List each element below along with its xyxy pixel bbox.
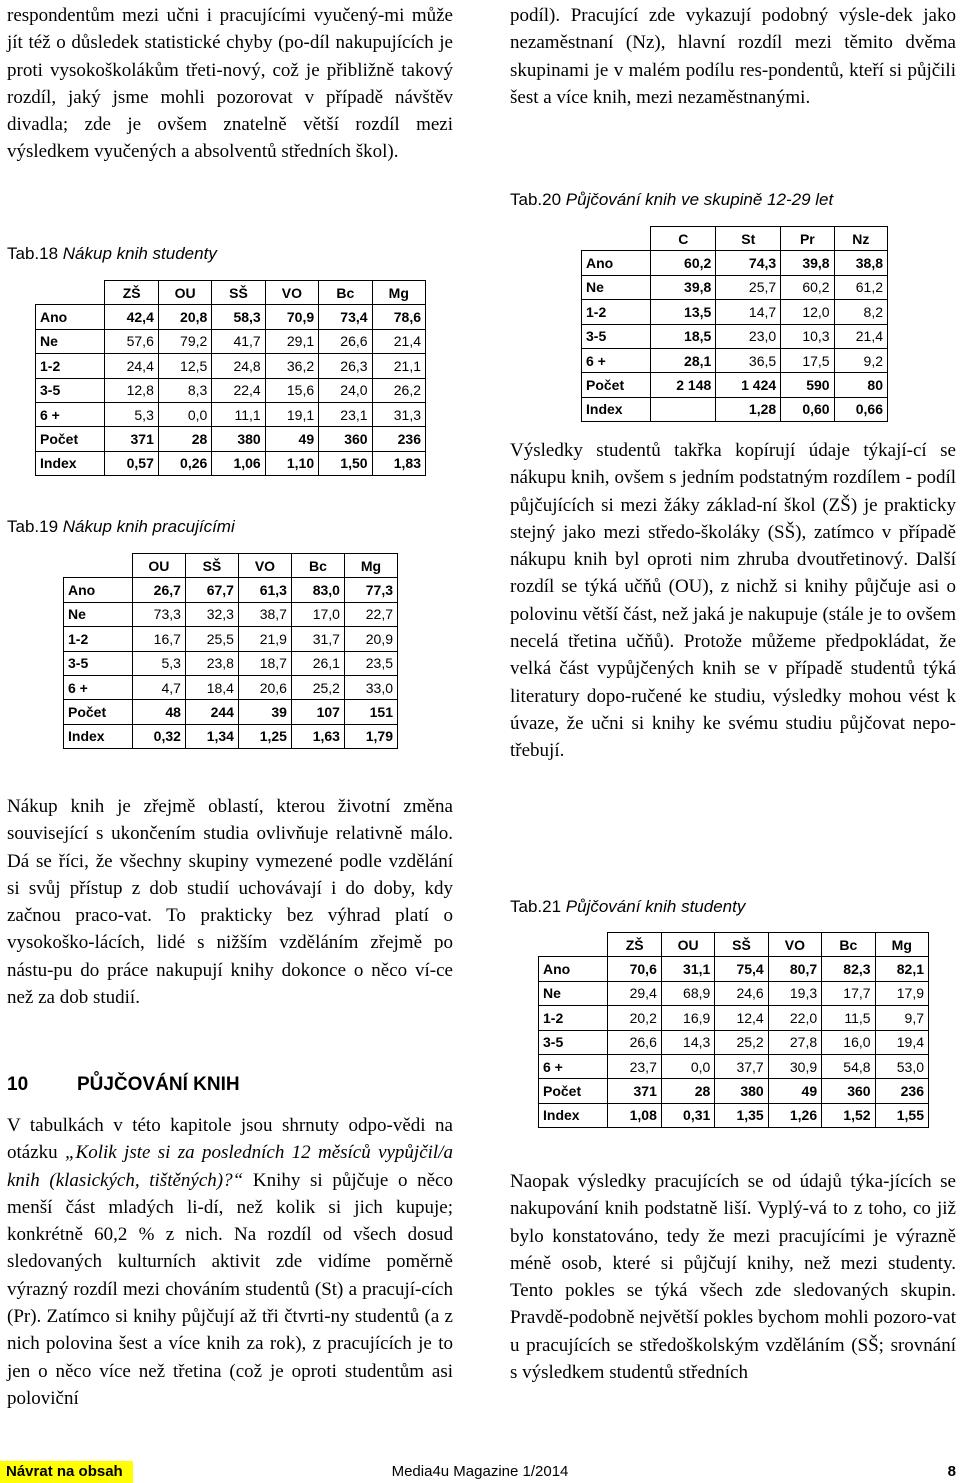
table-row-label: Počet xyxy=(36,427,105,451)
table-row xyxy=(582,275,888,299)
table-19 xyxy=(63,553,398,749)
table-cell: 32,3 xyxy=(185,602,238,626)
table-cell: 60,2 xyxy=(781,275,834,299)
table-19-title: Nákup knih pracujícími xyxy=(62,517,235,536)
table-row-label: 3-5 xyxy=(582,324,651,348)
table-header-row xyxy=(582,227,888,251)
table-cell: 4,7 xyxy=(132,675,185,699)
table-row-label: 3-5 xyxy=(36,378,105,402)
table-cell: 24,8 xyxy=(212,354,265,378)
table-row xyxy=(64,700,398,724)
table-cell: 29,4 xyxy=(608,981,661,1005)
table-cell: 1,83 xyxy=(372,451,425,475)
table-row-label: Počet xyxy=(582,373,651,397)
table-row-label: Ne xyxy=(539,981,608,1005)
table-cell: 23,5 xyxy=(344,651,397,675)
table-cell: 236 xyxy=(372,427,425,451)
table-cell: 25,7 xyxy=(716,275,781,299)
table-cell: 42,4 xyxy=(105,305,158,329)
table-cell: 0,31 xyxy=(661,1103,714,1127)
table-row xyxy=(582,373,888,397)
table-cell: 25,2 xyxy=(291,675,344,699)
table-cell: 77,3 xyxy=(344,578,397,602)
table-column-header: OU xyxy=(132,554,185,578)
table-cell: 39 xyxy=(238,700,291,724)
table-cell: 21,4 xyxy=(372,329,425,353)
table-cell: 26,3 xyxy=(319,354,372,378)
table-18-caption xyxy=(7,244,217,264)
table-cell: 0,0 xyxy=(661,1054,714,1078)
table-column-header: St xyxy=(716,227,781,251)
table-cell xyxy=(651,397,716,421)
table-row xyxy=(36,354,426,378)
table-column-header: Mg xyxy=(875,933,928,957)
table-cell: 21,4 xyxy=(834,324,887,348)
table-cell: 12,0 xyxy=(781,300,834,324)
table-20-title: Půjčování knih ve skupině 12-29 let xyxy=(565,190,834,209)
table-cell: 380 xyxy=(212,427,265,451)
table-cell: 20,9 xyxy=(344,627,397,651)
table-row xyxy=(36,329,426,353)
table-column-header: Bc xyxy=(822,933,875,957)
table-row xyxy=(36,305,426,329)
table-row xyxy=(539,1079,929,1103)
table-cell: 26,7 xyxy=(132,578,185,602)
paragraph-students-borrowing: Výsledky studentů takřka kopírují údaje týkají-cí se nákupu knih, ovšem s jedním podstatným rozdílem - podíl půjčujících si mezi žáky základ-ní škol (ZŠ) je prakticky stejný jako mezi středo-školáky (SŠ), zatímco v případě nákupu knih byl oproti nim zhruba dvoutřetinový. Další rozdíl se týká učňů (OU), z nichž si knihy půjčuje asi o polovinu větší část, než jaká je nakupuje (stále je to ovšem necelá třetina učňů). Protože můžeme předpokládat, že velká část vypůjčených knih se v případě studentů týká literatury dopo-ručené ke studiu, výsledky mohou vést k úvaze, že učni si knihy ke svému studiu půjčovat nepo-třebují. xyxy=(510,440,956,762)
table-cell: 22,0 xyxy=(768,1006,821,1030)
table-cell: 14,7 xyxy=(716,300,781,324)
table-row-label: 6 + xyxy=(539,1054,608,1078)
table-row xyxy=(64,602,398,626)
table-cell: 19,4 xyxy=(875,1030,928,1054)
table-row-label: 6 + xyxy=(64,675,133,699)
table-cell: 79,2 xyxy=(158,329,211,353)
table-cell: 0,66 xyxy=(834,397,887,421)
table-row xyxy=(582,300,888,324)
table-cell: 41,7 xyxy=(212,329,265,353)
table-21 xyxy=(538,932,929,1128)
table-cell: 22,7 xyxy=(344,602,397,626)
table-cell: 58,3 xyxy=(212,305,265,329)
paragraph-borrowing-intro xyxy=(7,1112,453,1412)
table-cell: 380 xyxy=(715,1079,768,1103)
table-row-label: 6 + xyxy=(582,348,651,372)
table-column-header: SŠ xyxy=(212,281,265,305)
table-column-header: Pr xyxy=(781,227,834,251)
table-row-label: Počet xyxy=(539,1079,608,1103)
table-cell: 22,4 xyxy=(212,378,265,402)
table-cell: 9,2 xyxy=(834,348,887,372)
table-cell: 11,5 xyxy=(822,1006,875,1030)
table-row-label: 1-2 xyxy=(539,1006,608,1030)
table-cell: 23,7 xyxy=(608,1054,661,1078)
table-cell: 0,57 xyxy=(105,451,158,475)
table-column-header: OU xyxy=(158,281,211,305)
table-cell: 1,10 xyxy=(265,451,318,475)
table-row-label: Index xyxy=(582,397,651,421)
table-cell: 1,79 xyxy=(344,724,397,748)
table-cell: 1,52 xyxy=(822,1103,875,1127)
table-cell: 68,9 xyxy=(661,981,714,1005)
table-row xyxy=(64,627,398,651)
table-row-label: Ne xyxy=(64,602,133,626)
table-cell: 24,4 xyxy=(105,354,158,378)
table-cell: 16,7 xyxy=(132,627,185,651)
paragraph-intro: respondentům mezi učni i pracujícími vyučený-mi může jít též o důsledek statistické chyby (po-díl nakupujících je proti vysokoškolákům třeti-nový, což je přibližně takový rozdíl, jaký jsme mohli pozorovat v případě návštěv divadla; zde je ovšem znatelně větší rozdíl mezi výsledkem vyučených a absolventů středních škol). xyxy=(7,5,453,163)
table-cell: 0,0 xyxy=(158,402,211,426)
table-row-label: 1-2 xyxy=(36,354,105,378)
table-row xyxy=(582,324,888,348)
table-column-header: ZŠ xyxy=(608,933,661,957)
section-title: PŮJČOVÁNÍ KNIH xyxy=(77,1074,240,1095)
table-cell: 21,9 xyxy=(238,627,291,651)
table-corner-cell xyxy=(582,227,651,251)
table-header-row xyxy=(539,933,929,957)
table-cell: 18,5 xyxy=(651,324,716,348)
table-column-header: ZŠ xyxy=(105,281,158,305)
table-cell: 25,2 xyxy=(715,1030,768,1054)
table-cell: 23,8 xyxy=(185,651,238,675)
table-cell: 73,4 xyxy=(319,305,372,329)
table-cell: 28,1 xyxy=(651,348,716,372)
table-cell: 36,2 xyxy=(265,354,318,378)
table-cell: 24,6 xyxy=(715,981,768,1005)
table-cell: 1,08 xyxy=(608,1103,661,1127)
table-row xyxy=(539,1006,929,1030)
table-cell: 244 xyxy=(185,700,238,724)
table-cell: 1,34 xyxy=(185,724,238,748)
table-21-label: Tab.21 xyxy=(510,897,562,916)
table-corner-cell xyxy=(539,933,608,957)
table-cell: 36,5 xyxy=(716,348,781,372)
paragraph-workers-borrowing: Naopak výsledky pracujících se od údajů týka-jících se nakupování knih podstatně liší. Vyplý-vá to z toho, co již bylo konstatováno, tedy že mezi pracujícími je výrazně méně osob, které si půjčují knihy, než mezi studenty. Tento pokles se týká všech zde sledovaných skupin. Pravdě-podobně největší pokles bychom mohli pozoro-vat u pracujících se středoškolským vzděláním (SŠ; srovnání s výsledkem studentů středních xyxy=(510,1171,956,1384)
table-row xyxy=(64,651,398,675)
table-cell: 1,35 xyxy=(715,1103,768,1127)
table-cell: 61,2 xyxy=(834,275,887,299)
table-18-label: Tab.18 xyxy=(7,244,59,263)
table-cell: 151 xyxy=(344,700,397,724)
table-21-title: Půjčování knih studenty xyxy=(565,897,746,916)
table-cell: 53,0 xyxy=(875,1054,928,1078)
paragraph-purchase-summary: Nákup knih je zřejmě oblastí, kterou životní změna související s ukončením studia ovlivňuje relativně málo. Dá se říci, že všechny skupiny vymezené podle vzdělání si svůj přístup z dob studií uchovávají i do doby, kdy začnou praco-vat. To prakticky bez výhrad platí o vysokoško-lácích, lidé s nižším vzděláním zřejmě po nástu-pu do práce nakupují knihy dokonce o něco ví-ce než za dob studií. xyxy=(7,796,453,1009)
table-cell: 13,5 xyxy=(651,300,716,324)
table-cell: 26,2 xyxy=(372,378,425,402)
table-cell: 17,0 xyxy=(291,602,344,626)
table-row-label: Ne xyxy=(582,275,651,299)
table-row-label: Ne xyxy=(36,329,105,353)
table-cell: 30,9 xyxy=(768,1054,821,1078)
table-cell: 1,55 xyxy=(875,1103,928,1127)
table-cell: 360 xyxy=(319,427,372,451)
table-cell: 1,50 xyxy=(319,451,372,475)
table-19-label: Tab.19 xyxy=(7,517,59,536)
table-cell: 38,8 xyxy=(834,251,887,275)
table-cell: 2 148 xyxy=(651,373,716,397)
table-cell: 1,63 xyxy=(291,724,344,748)
table-cell: 37,7 xyxy=(715,1054,768,1078)
table-cell: 26,1 xyxy=(291,651,344,675)
table-cell: 23,1 xyxy=(319,402,372,426)
table-row xyxy=(36,427,426,451)
table-cell: 54,8 xyxy=(822,1054,875,1078)
table-column-header: SŠ xyxy=(715,933,768,957)
table-row xyxy=(539,981,929,1005)
table-column-header: C xyxy=(651,227,716,251)
table-column-header: SŠ xyxy=(185,554,238,578)
table-row-label: Ano xyxy=(539,957,608,981)
table-row-label: Počet xyxy=(64,700,133,724)
table-cell: 61,3 xyxy=(238,578,291,602)
table-cell: 78,6 xyxy=(372,305,425,329)
table-cell: 70,6 xyxy=(608,957,661,981)
paragraph-borrowing-intro-end: Knihy si půjčuje o něco menší část mladých li-dí, než kolik si jich kupuje; konkrétně 60,2 % z nich. Na rozdíl od všech dosud sledovaných kulturních aktivit zde vidíme poměrně výrazný rozdíl mezi chováním studentů (St) a pracují-cích (Pr). Zatímco si knihy půjčují až tři čtvrti-ny studentů (a z nich polovina šest a více knih za rok), z pracujících je to jen o něco více než třetina (což je oproti studentům asi poloviční xyxy=(7,1169,453,1409)
table-column-header: VO xyxy=(768,933,821,957)
section-heading xyxy=(7,1074,240,1096)
table-cell: 70,9 xyxy=(265,305,318,329)
table-row-label: 1-2 xyxy=(582,300,651,324)
table-cell: 24,0 xyxy=(319,378,372,402)
table-row xyxy=(36,402,426,426)
table-cell: 17,7 xyxy=(822,981,875,1005)
table-row-label: 3-5 xyxy=(539,1030,608,1054)
table-cell: 371 xyxy=(608,1079,661,1103)
table-row-label: 1-2 xyxy=(64,627,133,651)
table-cell: 73,3 xyxy=(132,602,185,626)
table-row-label: Ano xyxy=(64,578,133,602)
survey-question: „Kolik jste si za posledních 12 měsíců vypůjčil/a knih (klasických, tištěných)?“ xyxy=(7,1142,453,1191)
table-corner-cell xyxy=(64,554,133,578)
table-column-header: Mg xyxy=(344,554,397,578)
paragraph-borrowing-intro-start: V tabulkách v této kapitole jsou shrnuty odpo-vědi na otázku xyxy=(7,1115,453,1164)
table-cell: 28 xyxy=(158,427,211,451)
table-cell: 82,3 xyxy=(822,957,875,981)
table-cell: 20,2 xyxy=(608,1006,661,1030)
table-header-row xyxy=(64,554,398,578)
table-cell: 82,1 xyxy=(875,957,928,981)
table-cell: 1,28 xyxy=(716,397,781,421)
table-cell: 12,4 xyxy=(715,1006,768,1030)
table-cell: 25,5 xyxy=(185,627,238,651)
table-cell: 26,6 xyxy=(608,1030,661,1054)
table-row xyxy=(64,578,398,602)
table-cell: 31,1 xyxy=(661,957,714,981)
table-cell: 16,0 xyxy=(822,1030,875,1054)
table-row xyxy=(539,1103,929,1127)
table-cell: 28 xyxy=(661,1079,714,1103)
table-cell: 5,3 xyxy=(132,651,185,675)
table-cell: 17,9 xyxy=(875,981,928,1005)
back-to-contents-link[interactable]: Návrat na obsah xyxy=(0,1461,133,1483)
table-cell: 21,1 xyxy=(372,354,425,378)
table-cell: 75,4 xyxy=(715,957,768,981)
table-row-label: 6 + xyxy=(36,402,105,426)
table-row-label: 3-5 xyxy=(64,651,133,675)
table-19-caption xyxy=(7,517,235,537)
table-cell: 19,3 xyxy=(768,981,821,1005)
magazine-name: Media4u Magazine 1/2014 xyxy=(391,1463,569,1480)
table-cell: 11,1 xyxy=(212,402,265,426)
table-row xyxy=(64,724,398,748)
table-cell: 12,8 xyxy=(105,378,158,402)
table-cell: 15,6 xyxy=(265,378,318,402)
table-row-label: Index xyxy=(539,1103,608,1127)
table-header-row xyxy=(36,281,426,305)
table-column-header: OU xyxy=(661,933,714,957)
table-row-label: Index xyxy=(36,451,105,475)
table-cell: 48 xyxy=(132,700,185,724)
table-column-header: VO xyxy=(238,554,291,578)
table-cell: 39,8 xyxy=(781,251,834,275)
table-20-caption xyxy=(510,190,833,210)
table-cell: 107 xyxy=(291,700,344,724)
table-cell: 20,8 xyxy=(158,305,211,329)
table-cell: 360 xyxy=(822,1079,875,1103)
table-cell: 57,6 xyxy=(105,329,158,353)
table-row-label: Ano xyxy=(36,305,105,329)
table-cell: 39,8 xyxy=(651,275,716,299)
table-cell: 10,3 xyxy=(781,324,834,348)
table-cell: 33,0 xyxy=(344,675,397,699)
table-cell: 1 424 xyxy=(716,373,781,397)
table-cell: 29,1 xyxy=(265,329,318,353)
table-cell: 14,3 xyxy=(661,1030,714,1054)
table-20 xyxy=(581,226,888,422)
table-cell: 83,0 xyxy=(291,578,344,602)
table-cell: 49 xyxy=(768,1079,821,1103)
table-cell: 1,06 xyxy=(212,451,265,475)
table-cell: 49 xyxy=(265,427,318,451)
table-cell: 23,0 xyxy=(716,324,781,348)
table-cell: 26,6 xyxy=(319,329,372,353)
table-cell: 18,7 xyxy=(238,651,291,675)
table-cell: 38,7 xyxy=(238,602,291,626)
table-cell: 27,8 xyxy=(768,1030,821,1054)
table-row-label: Ano xyxy=(582,251,651,275)
table-column-header: VO xyxy=(265,281,318,305)
table-corner-cell xyxy=(36,281,105,305)
table-cell: 17,5 xyxy=(781,348,834,372)
table-21-caption xyxy=(510,897,745,917)
table-18 xyxy=(35,280,426,476)
table-cell: 67,7 xyxy=(185,578,238,602)
table-cell: 9,7 xyxy=(875,1006,928,1030)
table-row-label: Index xyxy=(64,724,133,748)
table-cell: 1,26 xyxy=(768,1103,821,1127)
table-cell: 18,4 xyxy=(185,675,238,699)
table-cell: 20,6 xyxy=(238,675,291,699)
table-column-header: Bc xyxy=(291,554,344,578)
table-cell: 590 xyxy=(781,373,834,397)
table-cell: 12,5 xyxy=(158,354,211,378)
table-cell: 236 xyxy=(875,1079,928,1103)
table-row xyxy=(539,1054,929,1078)
table-20-label: Tab.20 xyxy=(510,190,562,209)
table-cell: 31,7 xyxy=(291,627,344,651)
table-cell: 5,3 xyxy=(105,402,158,426)
table-column-header: Nz xyxy=(834,227,887,251)
table-row xyxy=(539,957,929,981)
table-cell: 1,25 xyxy=(238,724,291,748)
table-cell: 371 xyxy=(105,427,158,451)
table-cell: 31,3 xyxy=(372,402,425,426)
table-cell: 0,32 xyxy=(132,724,185,748)
table-row xyxy=(582,348,888,372)
table-cell: 80 xyxy=(834,373,887,397)
table-row xyxy=(539,1030,929,1054)
table-row xyxy=(64,675,398,699)
table-column-header: Bc xyxy=(319,281,372,305)
table-row xyxy=(36,451,426,475)
table-cell: 8,3 xyxy=(158,378,211,402)
table-cell: 16,9 xyxy=(661,1006,714,1030)
table-row xyxy=(36,378,426,402)
paragraph-unemployed: podíl). Pracující zde vykazují podobný výsle-dek jako nezaměstnaní (Nz), hlavní rozdíl mezi těmito dvěma skupinami je v malém podílu res-pondentů, kteří si půjčili šest a více knih, mezi nezaměstnanými. xyxy=(510,5,956,108)
table-cell: 74,3 xyxy=(716,251,781,275)
table-18-title: Nákup knih studenty xyxy=(62,244,217,263)
table-cell: 8,2 xyxy=(834,300,887,324)
table-cell: 0,60 xyxy=(781,397,834,421)
page-footer xyxy=(0,1461,960,1483)
table-cell: 0,26 xyxy=(158,451,211,475)
table-column-header: Mg xyxy=(372,281,425,305)
section-number: 10 xyxy=(7,1074,29,1095)
page-number: 8 xyxy=(947,1463,956,1480)
table-cell: 80,7 xyxy=(768,957,821,981)
table-cell: 19,1 xyxy=(265,402,318,426)
table-row xyxy=(582,397,888,421)
table-row xyxy=(582,251,888,275)
table-cell: 60,2 xyxy=(651,251,716,275)
